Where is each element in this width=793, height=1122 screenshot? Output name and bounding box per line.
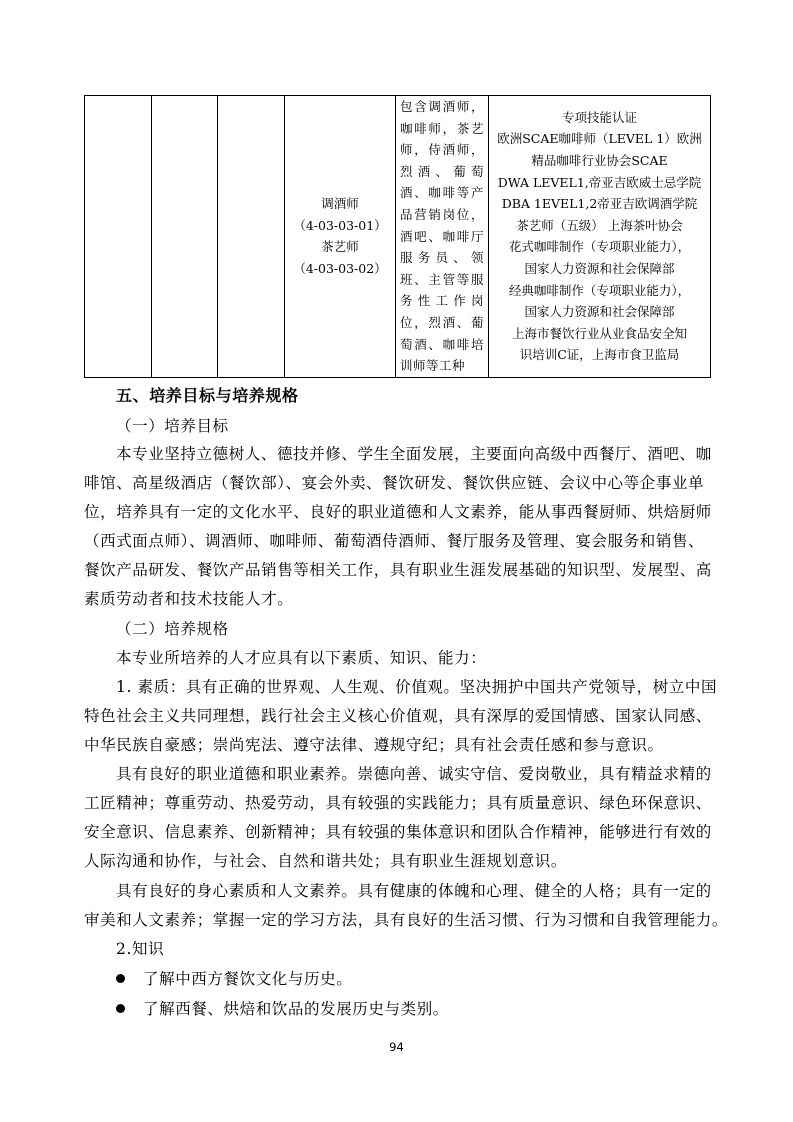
- table-row: [85, 96, 711, 378]
- certificate-line: 识培训C证，上海市食卫监局: [519, 347, 680, 363]
- table-cell-empty: [152, 96, 218, 378]
- paragraph-line: 啡馆、高星级酒店（餐饮部）、宴会外卖、餐饮研发、餐饮供应链、会议中心等企事业单: [84, 474, 705, 492]
- subsection-heading: 2.知识: [116, 940, 165, 958]
- paragraph-line: 本专业所培养的人才应具有以下素质、知识、能力：: [116, 649, 487, 667]
- list-item: 了解西餐、烘焙和饮品的发展历史与类别。: [143, 1000, 449, 1018]
- occupation-code-cell: [285, 96, 396, 378]
- subsection-heading: （一）培养目标: [116, 417, 229, 435]
- certificate-line: 精品咖啡行业协会SCAE: [531, 152, 668, 168]
- occupation-line: 茶艺师: [321, 239, 359, 255]
- certificate-line: 花式咖啡制作（专项职业能力），: [508, 239, 691, 255]
- job-position-text: 包含调酒师，咖啡师，茶艺师，侍酒师，烈酒、葡萄酒、咖啡等产品营销岗位，酒吧、咖啡厅服务员、领班、主管等服务性工作岗位，烈酒、葡萄酒、咖啡培训师等工种: [400, 99, 484, 374]
- paragraph-line: 安全意识、信息素养、创新精神；具有较强的集体意识和团队合作精神，能够进行有效的: [84, 823, 712, 841]
- certificate-line: DBA 1EVEL1,2帝亚吉欧调酒学院: [501, 196, 698, 212]
- paragraph-line: 特色社会主义共同理想，践行社会主义核心价值观，具有深厚的爱国情感、国家认同感、: [84, 707, 712, 725]
- certificate-line: 国家人力资源和社会保障部: [524, 260, 675, 276]
- paragraph-line: 位，培养具有一定的文化水平、良好的职业道德和人文素养，能从事西餐厨师、烘焙厨师: [84, 503, 712, 521]
- certificate-line: 欧洲SCAE咖啡师（LEVEL 1）欧洲: [497, 131, 702, 147]
- table-cell-empty: [85, 96, 152, 378]
- certificate-cell: [489, 96, 711, 378]
- paragraph-line: 人际沟通和协作，与社会、自然和谐共处；具有职业生涯规划意识。: [84, 852, 568, 870]
- certificate-line: DWA LEVEL1,帝亚吉欧威士忌学院: [497, 174, 702, 190]
- occupation-line: （4-03-03-02）: [293, 260, 387, 276]
- paragraph-line: 餐饮产品研发、餐饮产品销售等相关工作，具有职业生涯发展基础的知识型、发展型、高: [84, 561, 712, 579]
- paragraph-line: 本专业坚持立德树人、德技并修、学生全面发展，主要面向高级中西餐厅、酒吧、咖: [116, 445, 712, 463]
- bullet-icon: [116, 974, 125, 983]
- certificate-line: 专项技能认证: [561, 109, 637, 125]
- paragraph-line: 工匠精神；尊重劳动、热爱劳动，具有较强的实践能力；具有质量意识、绿色环保意识、: [84, 794, 712, 812]
- paragraph-line: 素质劳动者和技术技能人才。: [84, 590, 294, 608]
- job-position-cell: [396, 96, 489, 378]
- page-number: 94: [389, 1040, 404, 1054]
- paragraph-line: （西式面点师）、调酒师、咖啡师、葡萄酒侍酒师、餐厅服务及管理、宴会服务和销售、: [84, 532, 705, 550]
- occupation-table: [84, 95, 711, 378]
- paragraph-line: 1. 素质：具有正确的世界观、人生观、价值观。坚决拥护中国共产党领导，树立中国: [116, 678, 718, 696]
- table-cell-empty: [218, 96, 285, 378]
- certificate-line: 上海市餐饮行业从业食品安全知: [511, 325, 687, 341]
- occupation-line: （4-03-03-01）: [293, 217, 387, 233]
- section-heading: 五、培养目标与培养规格: [116, 386, 299, 405]
- bullet-icon: [116, 1004, 125, 1013]
- paragraph-line: 具有良好的身心素质和人文素养。具有健康的体魄和心理、健全的人格；具有一定的: [116, 882, 712, 900]
- subsection-heading: （二）培养规格: [116, 620, 229, 638]
- occupation-line: 调酒师: [321, 196, 359, 212]
- certificate-line: 经典咖啡制作（专项职业能力），: [508, 282, 691, 298]
- paragraph-line: 中华民族自豪感；崇尚宪法、遵守法律、遵规守纪；具有社会责任感和参与意识。: [84, 736, 664, 754]
- list-item: 了解中西方餐饮文化与历史。: [143, 970, 353, 988]
- certificate-line: 茶艺师（五级） 上海茶叶协会: [516, 217, 683, 233]
- paragraph-line: 审美和人文素养；掌握一定的学习方法，具有良好的生活习惯、行为习惯和自我管理能力。: [84, 911, 729, 929]
- paragraph-line: 具有良好的职业道德和职业素养。崇德向善、诚实守信、爱岗敬业，具有精益求精的: [116, 765, 712, 783]
- certificate-line: 国家人力资源和社会保障部: [524, 304, 675, 320]
